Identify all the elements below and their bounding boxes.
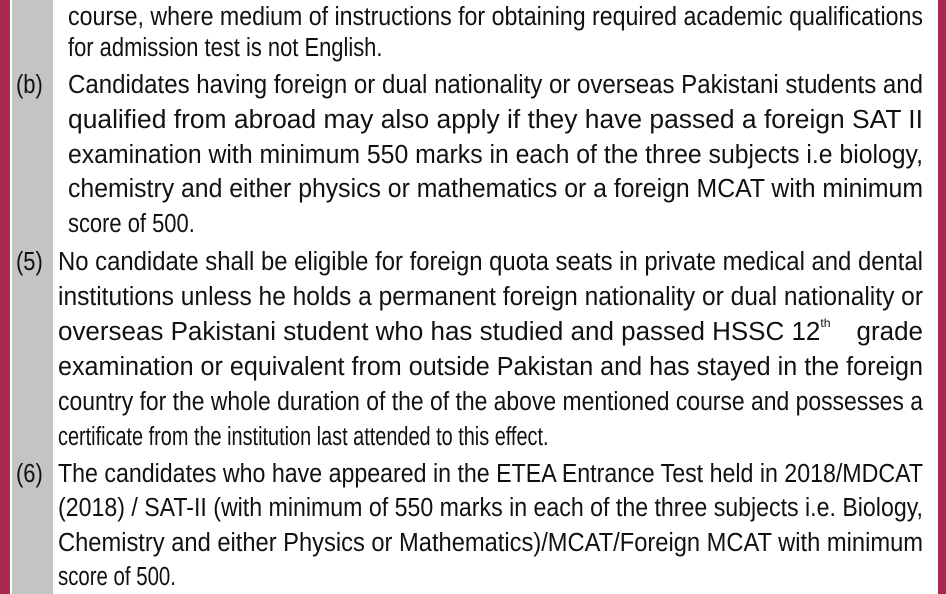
line-text: country for the whole duration of the of the above mentioned course and possesses a xyxy=(58,388,923,416)
line-text: for admission test is not English. xyxy=(68,34,383,62)
line-text: score of 500. xyxy=(68,210,195,238)
text-line xyxy=(68,0,923,34)
text-line xyxy=(58,491,946,525)
line-text: examination with minimum 550 marks in each of the three subjects i.e biology, xyxy=(68,141,923,169)
line-text: qualified from abroad may also apply if they have passed a foreign SAT II xyxy=(68,106,923,134)
superscript-th: th xyxy=(820,315,831,330)
line-text: chemistry and either physics or mathematics or a foreign MCAT with minimum xyxy=(68,175,923,203)
line-text: Candidates having foreign or dual nationality or overseas Pakistani students and xyxy=(68,71,923,99)
text-line xyxy=(58,457,946,491)
line-text: No candidate shall be eligible for foreign quota seats in private medical and dental xyxy=(58,248,923,276)
text-line xyxy=(58,280,946,314)
left-border xyxy=(0,0,10,594)
line-text-grade: grade xyxy=(856,318,923,346)
item-label-6 xyxy=(16,457,47,491)
line-text: (2018) / SAT-II (with minimum of 550 marks in each of the three subjects i.e. Biology, xyxy=(58,494,923,522)
text-line xyxy=(58,385,946,419)
text-line xyxy=(68,103,923,137)
text-line xyxy=(68,207,215,241)
label-text: (b) xyxy=(16,71,43,99)
line-text-composite xyxy=(58,315,923,349)
text-line xyxy=(58,350,935,384)
text-line xyxy=(58,315,923,349)
text-line xyxy=(68,31,434,65)
label-text: (5) xyxy=(16,248,43,276)
text-line xyxy=(68,138,946,172)
line-text: score of 500. xyxy=(58,563,176,591)
line-text: Chemistry and either Physics or Mathematics)/MCAT/Foreign MCAT with minimum xyxy=(58,529,923,557)
text-line xyxy=(58,560,205,594)
text-line xyxy=(68,68,946,102)
line-text: The candidates who have appeared in the ETEA Entrance Test held in 2018/MDCAT xyxy=(58,460,923,488)
line-text: institutions unless he holds a permanent foreign nationality or dual nationality or xyxy=(58,283,923,311)
line-text: examination or equivalent from outside Pakistan and has stayed in the foreign xyxy=(58,353,923,381)
label-text: (6) xyxy=(16,460,43,488)
item-label-5 xyxy=(16,245,47,279)
text-line xyxy=(58,245,946,279)
text-line xyxy=(68,172,946,206)
line-text: overseas Pakistani student who has studied and passed HSSC 12 xyxy=(58,318,821,346)
line-text: course, where medium of instructions for obtaining required academic qualifications xyxy=(68,3,923,31)
text-line xyxy=(58,526,946,560)
line-text: certificate from the institution last attended to this effect. xyxy=(58,423,549,451)
text-line xyxy=(58,420,687,454)
item-label-b xyxy=(16,68,47,102)
